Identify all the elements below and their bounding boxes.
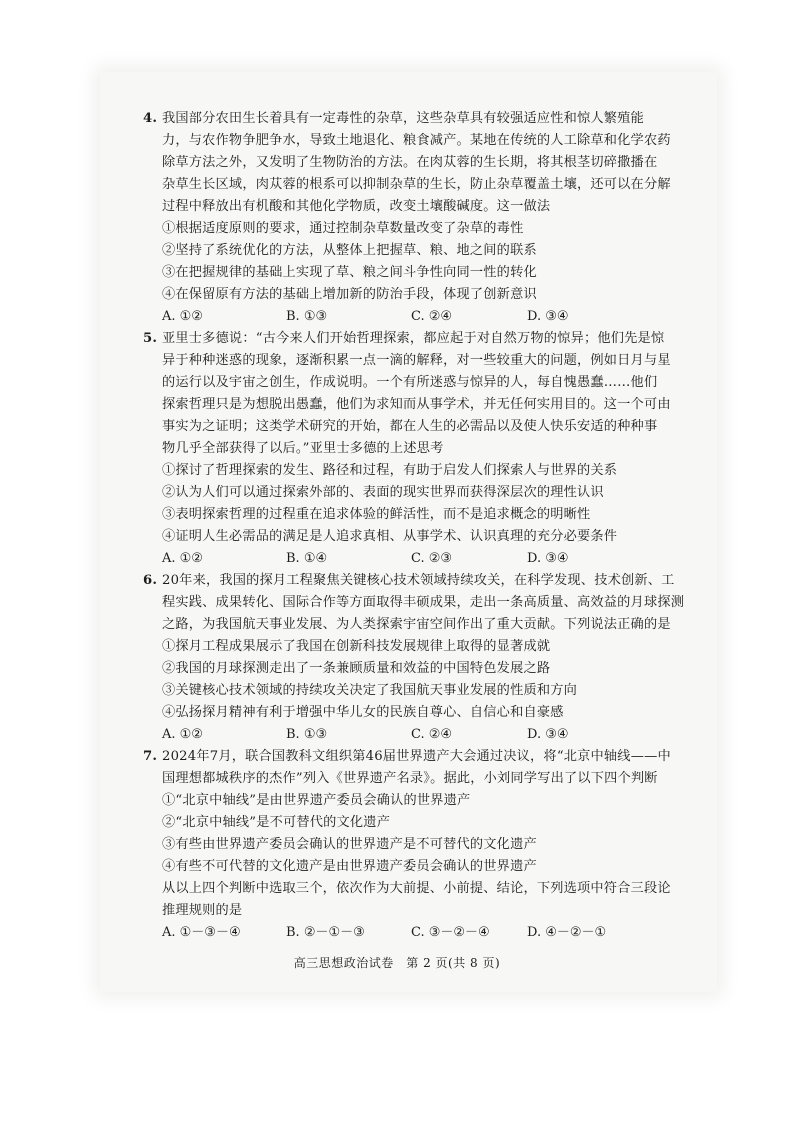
question-stem-line: 除草方法之外，又发明了生物防治的方法。在肉苁蓉的生长期，将其根茎切碎撒播在: [162, 155, 658, 170]
question-stem-line: 之路，为我国航天事业发展、为人类探索宇宙空间作出了重大贡献。下列说法正确的是: [162, 617, 671, 632]
statement: ④弘扬探月精神有利于增强中华儿女的民族自尊心、自信心和自豪感: [162, 705, 564, 720]
question-5: [143, 328, 723, 570]
statement: ④有些不可代替的文化遗产是由世界遗产委员会确认的世界遗产: [162, 859, 537, 874]
question-stem-line: 异于种种迷惑的现象，逐渐积累一点一滴的解释，对一些较重大的问题，例如日月与星: [162, 353, 671, 368]
exam-content: [143, 108, 723, 944]
option-b[interactable]: B. ①③: [286, 727, 328, 742]
statement: ③有些由世界遗产委员会确认的世界遗产是不可替代的文化遗产: [162, 837, 537, 852]
question-7: [143, 746, 723, 944]
answer-options: [143, 306, 723, 328]
question-stem-line: 杂草生长区域，肉苁蓉的根系可以抑制杂草的生长，防止杂草覆盖土壤，还可以在分解: [162, 177, 671, 192]
option-c[interactable]: C. ②③: [411, 551, 453, 566]
question-tail-line: 从以上四个判断中选取三个，依次作为大前提、小前提、结论，下列选项中符合三段论: [162, 881, 671, 896]
question-stem-line: 7. 2024年7月，联合国教科文组织第46届世界遗产大会通过决议，将“北京中轴线——中: [143, 746, 723, 768]
question-tail-line: 推理规则的是: [162, 903, 243, 918]
statement: ①探月工程成果展示了我国在创新科技发展规律上取得的显著成就: [162, 639, 551, 654]
question-number: 5.: [143, 331, 158, 346]
question-4: [143, 108, 723, 328]
option-b[interactable]: B. ①④: [286, 551, 328, 566]
option-b[interactable]: B. ①③: [286, 309, 328, 324]
question-number: 4.: [143, 111, 158, 126]
option-d[interactable]: D. ③④: [527, 309, 569, 324]
option-b[interactable]: B. ②－①－③: [286, 925, 365, 940]
option-a[interactable]: A. ①②: [162, 551, 203, 566]
statement: ②认为人们可以通过探索外部的、表面的现实世界而获得深层次的理性认识: [162, 485, 604, 500]
statement: ②“北京中轴线”是不可替代的文化遗产: [162, 815, 391, 830]
option-c[interactable]: C. ②④: [411, 727, 453, 742]
question-stem-line: 6. 20年来，我国的探月工程聚焦关键核心技术领域持续攻关，在科学发现、技术创新、工: [143, 570, 723, 592]
question-stem-line: 探索哲理只是为想脱出愚蠢，他们为求知而从事学术，并无任何实用目的。这一个可由: [162, 397, 671, 412]
answer-options: [143, 548, 723, 570]
statement: ③关键核心技术领域的持续攻关决定了我国航天事业发展的性质和方向: [162, 683, 578, 698]
statement: ②坚持了系统优化的方法，从整体上把握草、粮、地之间的联系: [162, 243, 537, 258]
option-d[interactable]: D. ③④: [527, 551, 569, 566]
option-c[interactable]: C. ③－②－④: [411, 925, 490, 940]
statement: ①根据适度原则的要求，通过控制杂草数量改变了杂草的毒性: [162, 221, 524, 236]
statement: ④证明人生必需品的满足是人追求真相、从事学术、认识真理的充分必要条件: [162, 529, 618, 544]
option-a[interactable]: A. ①②: [162, 309, 203, 324]
question-stem-line: 物几乎全部获得了以后。”亚里士多德的上述思考: [162, 441, 444, 456]
question-stem-line: 的运行以及宇宙之创生，作成说明。一个有所迷惑与惊异的人，每自愧愚蠢……他们: [162, 375, 658, 390]
option-c[interactable]: C. ②④: [411, 309, 453, 324]
question-stem-line: 程实践、成果转化、国际合作等方面取得丰硕成果，走出一条高质量、高效益的月球探测: [162, 595, 685, 610]
statement: ②我国的月球探测走出了一条兼顾质量和效益的中国特色发展之路: [162, 661, 551, 676]
question-number: 7.: [143, 749, 158, 764]
question-stem-line: 力，与农作物争肥争水，导致土地退化、粮食减产。某地在传统的人工除草和化学农药: [162, 133, 671, 148]
question-stem-line: 过程中释放出有机酸和其他化学物质，改变土壤酸碱度。这一做法: [162, 199, 551, 214]
option-d[interactable]: D. ④－②－①: [527, 925, 607, 940]
question-stem-line: 5. 亚里士多德说：“古今来人们开始哲理探索，都应起于对自然万物的惊异；他们先是惊: [143, 328, 723, 350]
question-stem-line: 4. 我国部分农田生长着具有一定毒性的杂草，这些杂草具有较强适应性和惊人繁殖能: [143, 108, 723, 130]
question-stem-line: 事实为之证明；这类学术研究的开始，都在人生的必需品以及使人快乐安适的种种事: [162, 419, 658, 434]
statement: ①“北京中轴线”是由世界遗产委员会确认的世界遗产: [162, 793, 471, 808]
question-6: [143, 570, 723, 746]
option-a[interactable]: A. ①②: [162, 727, 203, 742]
option-a[interactable]: A. ①－③－④: [162, 925, 241, 940]
statement: ④在保留原有方法的基础上增加新的防治手段，体现了创新意识: [162, 287, 537, 302]
page-footer: 高三思想政治试卷 第 2 页(共 8 页): [293, 956, 501, 970]
answer-options: [143, 922, 723, 944]
question-number: 6.: [143, 573, 158, 588]
option-d[interactable]: D. ③④: [527, 727, 569, 742]
statement: ①探讨了哲理探索的发生、路径和过程，有助于启发人们探索人与世界的关系: [162, 463, 618, 478]
statement: ③在把握规律的基础上实现了草、粮之间斗争性向同一性的转化: [162, 265, 537, 280]
answer-options: [143, 724, 723, 746]
statement: ③表明探索哲理的过程重在追求体验的鲜活性，而不是追求概念的明晰性: [162, 507, 591, 522]
question-stem-line: 国理想都城秩序的杰作”列入《世界遗产名录》。据此，小刘同学写出了以下四个判断: [162, 771, 658, 786]
